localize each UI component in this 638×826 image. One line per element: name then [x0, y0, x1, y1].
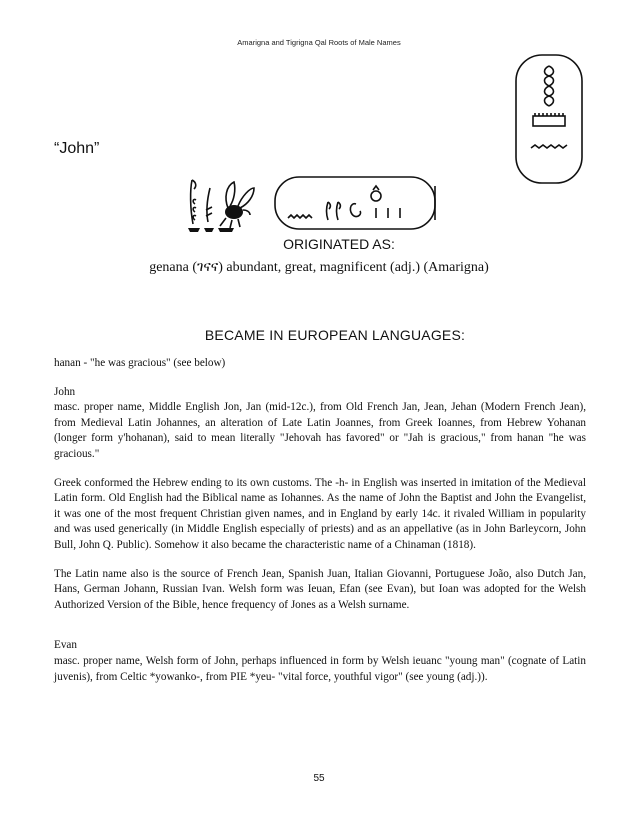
- paragraph-latin-source: The Latin name also is the source of French Jean, Spanish Juan, Italian Giovanni, Portuguese João, also Dutch Jan, Hans, German Johann, Russian Ivan. Welsh form was Ieuan, Efan (see Evan), but Ioan was adopted for the Welsh Authorized Version of the Bible, hence frequency of Jones as a Welsh surname.: [54, 567, 586, 611]
- page-title: “John”: [54, 140, 100, 157]
- paragraph-greek-conformed: Greek conformed the Hebrew ending to its own customs. The -h- in English was inserted in imitation of the Medieval Latin form. Old English had the Biblical name as Iohannes. As the name of John the Baptist and John the Evangelist, it was one of the most frequent Christian given names, and in England by early 14c. it rivaled William in popularity and was used generically (in Middle English especially of priests) and as an appellative (as in John Barleycorn, John Bull, John Q. Public). Somehow it also became the characteristic name of a Chinaman (1818).: [54, 476, 586, 551]
- paragraph-john-etymology: masc. proper name, Middle English Jon, Jan (mid-12c.), from Old French Jan, Jean, Jehan (Modern French Jean), from Medieval Latin Johannes, an alteration of Late Latin Joannes, from Greek Ioannes, from Hebrew Yohanan (longer form y'hohanan), said to mean literally "Jehovah has favored" or "Jah is gracious," from hanan "he was gracious.": [54, 401, 586, 460]
- originated-heading: ORIGINATED AS:: [283, 236, 395, 252]
- became-heading: BECAME IN EUROPEAN LANGUAGES:: [204, 327, 466, 343]
- horizontal-cartouche-hieroglyph: [272, 174, 444, 236]
- paragraph-hanan: hanan - "he was gracious" (see below): [54, 357, 226, 369]
- entry-title-john: John: [54, 385, 76, 398]
- reed-bee-hieroglyph: [186, 176, 258, 234]
- body-text: [54, 356, 586, 698]
- paragraph-evan-etymology: masc. proper name, Welsh form of John, perhaps influenced in form by Welsh ieuanc "young man" (cognate of Latin juvenis), from Celtic *yowanko-, from PIE *yeu- "vital force, youthful vigor" (see young (adj.)).: [54, 654, 586, 683]
- page-number: 55: [313, 773, 325, 784]
- vertical-cartouche-hieroglyph: [512, 52, 588, 188]
- running-header: Amarigna and Tigrigna Qal Roots of Male Names: [237, 38, 401, 47]
- originated-definition: genana (ገናና) abundant, great, magnificent (adj.) (Amarigna): [149, 260, 489, 275]
- entry-title-evan: Evan: [54, 639, 77, 652]
